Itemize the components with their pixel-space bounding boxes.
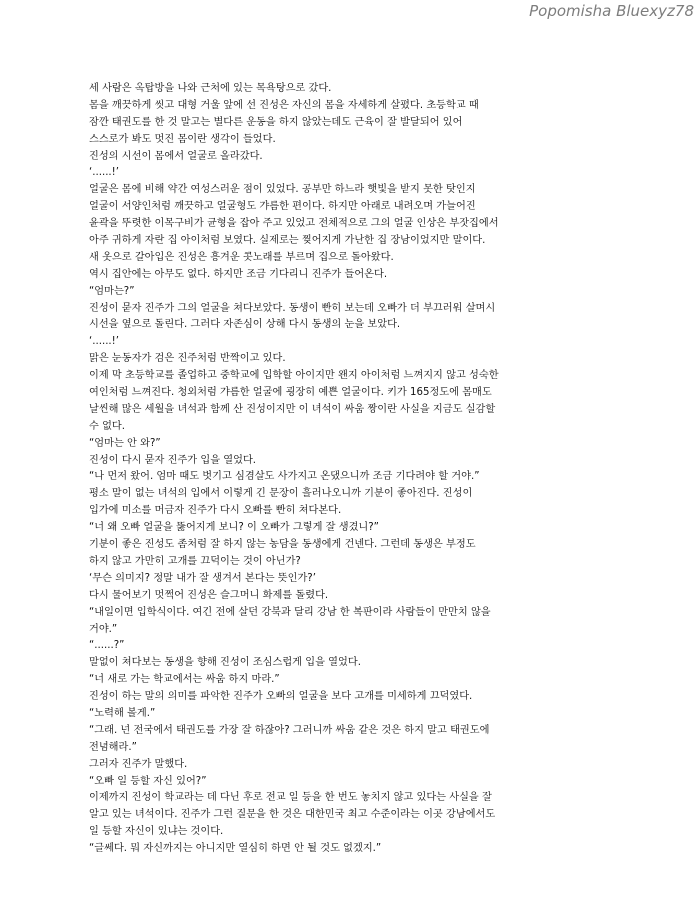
text-line: 진성이 묻자 진주가 그의 얼굴을 쳐다보았다. 동생이 빤히 보는데 오빠가 더 부끄러워 살며시 [89,302,496,314]
text-line: ‘......!’ [89,167,119,179]
text-line: 전념해라.” [89,741,137,753]
text-line: 입가에 미소를 머금자 진주가 다시 오빠를 빤히 쳐다본다. [89,505,342,517]
text-line: ‘무슨 의미지? 정말 내가 잘 생겨서 본다는 뜻인가?’ [89,572,316,584]
text-line: 여인처럼 느껴진다. 청외처럼 갸름한 얼굴에 굉장히 예쁜 얼굴이다. 키가 165정도에 몸매도 [89,387,492,399]
text-line: 수 없다. [89,420,125,432]
text-line: 일 등할 자신이 있냐는 것이다. [89,826,224,838]
text-line: 잠깐 태권도를 한 것 말고는 별다른 운동을 하지 않았는데도 근육이 잘 발달되어 있어 [89,116,463,128]
text-line: 얼굴은 몸에 비해 약간 여성스러운 점이 있었다. 공부만 하느라 햇빛을 받지 못한 탓인지 [89,184,476,196]
text-line: “......?” [89,640,125,652]
text-line: 새 옷으로 갈아입은 진성은 흥겨운 콧노래를 부르며 집으로 돌아왔다. [89,251,394,263]
document-body [89,81,669,858]
text-line: 이제 막 초등학교를 졸업하고 중학교에 입학할 아이지만 왠지 아이처럼 느껴지지 않고 성숙한 [89,370,499,382]
text-line: “엄마는 안 와?” [89,437,161,449]
text-line: 스스로가 봐도 멋진 몸이란 생각이 들었다. [89,133,276,145]
text-line: “글쎄다. 뭐 자신까지는 아니지만 열심히 하면 안 될 것도 없겠지.” [89,843,382,855]
text-line: 평소 말이 없는 녀석의 입에서 이렇게 긴 문장이 흘러나오니까 기분이 좋아진다. 진성이 [89,488,473,500]
text-line: 몸을 깨끗하게 씻고 대형 거울 앞에 선 진성은 자신의 몸을 자세하게 살폈다. 초등학교 때 [89,99,479,111]
watermark: Popomisha Bluexyz78 [529,2,694,20]
text-line: “너 새로 가는 학교에서는 싸움 하지 마라.” [89,674,280,686]
text-line: 진성의 시선이 몸에서 얼굴로 올라갔다. [89,150,263,162]
text-line: 그러자 진주가 말했다. [89,758,188,770]
text-line: 말없이 쳐다보는 동생을 향해 진성이 조심스럽게 입을 열었다. [89,657,361,669]
text-line: 다시 물어보기 멋쩍어 진성은 슬그머니 화제를 돌렸다. [89,589,329,601]
text-line: “나 먼저 왔어. 엄마 때도 벗기고 심겸살도 사가지고 온댔으니까 조금 기다려야 할 거야.” [89,471,480,483]
text-line: 날씬해 많은 세월을 녀석과 함께 산 진성이지만 이 녀석이 싸움 짱이란 사실을 지금도 실감할 [89,403,496,415]
text-line: 맑은 눈동자가 검은 진주처럼 반짝이고 있다. [89,353,286,365]
text-line: “그래. 넌 전국에서 태권도를 가장 잘 하잖아? 그러니까 싸움 같은 것은 하지 말고 태권도에 [89,724,490,736]
text-line: ‘......!’ [89,336,119,348]
text-line: 진성이 하는 말의 의미를 파악한 진주가 오빠의 얼굴을 보다 고개를 미세하게 끄덕였다. [89,691,473,703]
text-line: 이제까지 진성이 학교라는 데 다닌 후로 전교 일 등을 한 번도 놓치지 않고 있다는 사실을 잘 [89,792,492,804]
text-line: 진성이 다시 묻자 진주가 입을 열었다. [89,454,257,466]
text-line: 시선을 옆으로 돌린다. 그러다 자존심이 상해 다시 동생의 눈을 보았다. [89,319,401,331]
text-line: 세 사람은 옥탑방을 나와 근처에 있는 목욕탕으로 갔다. [89,83,332,94]
text-line: “내일이면 입학식이다. 여긴 전에 살던 강북과 달리 강남 한 복판이라 사람들이 만만치 않을 [89,606,491,618]
text-line: “너 왜 오빠 얼굴을 뚫어지게 보니? 이 오빠가 그렇게 잘 생겼니?” [89,522,379,534]
text-line: 알고 있는 녀석이다. 진주가 그런 질문을 한 것은 대한민국 최고 수준이라는 이곳 강남에서도 [89,809,496,821]
text-line: 윤곽을 뚜렷한 이목구비가 균형을 잡아 주고 있었고 전체적으로 그의 얼굴 인상은 부잣집에서 [89,218,499,230]
text-line: 얼굴이 서양인처럼 깨끗하고 얼굴형도 갸름한 편이다. 하지만 아래로 내려오며 가늘어진 [89,201,476,213]
text-line: “오빠 일 등할 자신 있어?” [89,775,207,787]
text-line: 거야.” [89,623,118,635]
text-line: 아주 귀하게 자란 집 아이처럼 보였다. 실제로는 찢어지게 가난한 집 장남이었지만 말이다. [89,235,486,247]
text-line: 기분이 좋은 진성도 좀처럼 잘 하지 않는 농담을 동생에게 건넨다. 그런데 동생은 부정도 [89,539,476,551]
text-line: “엄마는?” [89,285,135,297]
text-line: 하지 않고 가만히 고개를 끄덕이는 것이 아닌가? [89,555,301,567]
text-line: 역시 집안에는 아무도 없다. 하지만 조금 기다리니 진주가 들어온다. [89,268,388,280]
text-line: “노력해 볼게.” [89,707,156,719]
